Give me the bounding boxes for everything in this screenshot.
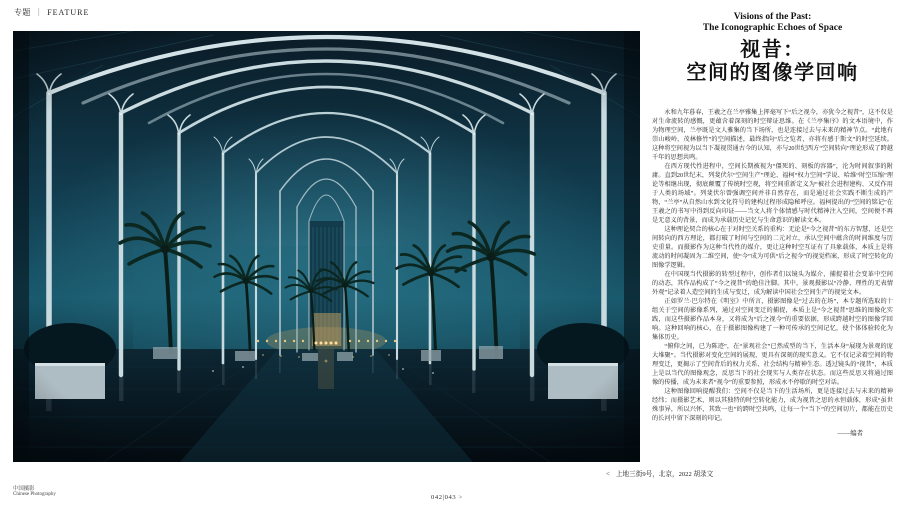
magazine-name-en: Chinese Photography [13,492,56,498]
body-paragraph: 在西方现代性进程中，空间长期被视为“僵死的、刻板的容器”，沦为时间叙事的附庸。直到20世纪末，列斐伏尔“空间生产”理论、福柯“权力空间”学说、哈维“时空压缩”理论等相继出现，彻底颠覆了传统时空观，将空间重新定义为“被社会进程建构、又反作用于人类的场域”。列斐伏尔曾强调空间并非自然存在，而是通过社会实践不断生成的产物，“兰亭”从自然山水到文化符号的建构过程形成隐秘呼应。福柯提出的“空间的铭记”在王羲之的书写中得到反向印证——当文人将个体情感与时代精神注入空间，空间便不再是无意义的背景，而成为承载历史记忆与生命意识的解读文本。 [652,163,893,224]
body-paragraph: 在中国现当代摄影的转型过程中，创作者们以镜头为媒介，捕捉着社会变革中空间的动态，其作品构成了“今之视昔”的绝佳注脚。其中，景观摄影以“冷静、理性的无表情外观”记录着人造空间的生成与变迁，成为解读中国社会空间生产的视觉文本。 [652,271,893,296]
magazine-name-cn: 中国摄影 [13,486,35,492]
photo-caption [606,468,713,478]
article-title-cn [652,39,893,85]
body-paragraph: “俯仰之间，已为陈迹”，在“景观社会”已然成型的当下，生活本身“展现为景观的庞大堆聚”。当代摄影对变化空间的展现，更具有深刻的现实意义。它不仅记录着空间的物理变迁，更揭示了空间背后的权力关系、社会结构与精神生态。透过镜头的“视昔”，本质上是以当代的图像观念，反思当下的社会现实与人类存在状态。而这些反思又将通过图像的传播，成为未来者“视今”的重要参照，形成永不停歇的时空对话。 [652,343,893,386]
section-label-cn: 专题 [14,8,31,17]
title-cn-line1: 视昔： [740,39,805,61]
feature-photo [13,31,640,462]
article-column [652,12,893,437]
title-cn-line2: 空间的图像学回响 [686,62,859,84]
editor-signature: ——编者 [837,430,863,437]
caption-text: 上地三街9号，北京，2022 胡录文 [615,471,714,478]
body-paragraph: 这种理论契合的核心在于对时空关系的重构：无论是“今之视昔”的东方智慧，还是空间转向的西方理论，都打破了时间与空间的二元对立，承认空间中蕴含的时间维度与历史重量。而摄影作为这种当代性的媒介，更让这种时空互证有了具象载体，本质上是将流动的时间凝固为二维空间，使“今”成为可供“后之视今”的视觉档案，形成了时空转化的图像学逻辑。 [652,226,893,269]
section-eyebrow [14,7,89,18]
page-numbers: 042|043 > [431,494,463,501]
title-en-line2: The Iconographic Echoes of Space [702,23,843,33]
body-paragraph: 永和九年暮春，王羲之在兰亭雅集上挥毫写下“后之视今，亦犹今之视昔”，这不仅是对生命流转的感慨，更蕴含着深刻的时空辩证思维。在《兰亭集序》的文本语境中，作为物理空间，兰亭既是文人雅集的当下场所，也是连接过去与未来的精神节点。“此地有崇山峻岭，茂林修竹”的空间描述，最终指向“后之览者，亦将有感于斯文”的时空延续。这种将空间视为以当下凝视贯通古今的认知，亦与20世纪西方“空间转向”理论形成了跨越千年的思想共鸣。 [652,109,893,161]
magazine-imprint [13,486,56,499]
section-label-en: FEATURE [47,8,90,17]
title-en-line1: Visions of the Past: [733,12,812,22]
atrium-photo-illustration [13,31,640,462]
article-title-en [652,12,893,34]
body-paragraph: 这种图像回响提醒我们：空间不仅是当下的生活场所，更是连接过去与未来的精神经纬；而摄影艺术，则以其独特的时空转化能力，成为视昔之思的永恒载体，形成“虽世殊事异，所以兴怀，其致一也”的跨时空共鸣，让每一个“当下”的空间切片，都能在历史的长河中留下深刻的印记。 [652,388,893,422]
caption-arrow-icon: < [606,470,610,478]
article-body [652,108,893,423]
body-paragraph: 正如罗兰·巴尔特在《明室》中所言，摄影图像是“过去的在场”，本专题所选取的十组关于空间的影像系列，通过对空间变迁的捕捉，本质上是“今之视昔”思维的图像化实践，而这些摄影作品本身，又将成为“后之视今”的重要依据，形成跨越时空的图像学回响。这种回响的核心，在于摄影图像构建了一种可传承的空间记忆，使个体体验转化为集体历史。 [652,298,893,341]
eyebrow-separator: ｜ [34,8,44,17]
